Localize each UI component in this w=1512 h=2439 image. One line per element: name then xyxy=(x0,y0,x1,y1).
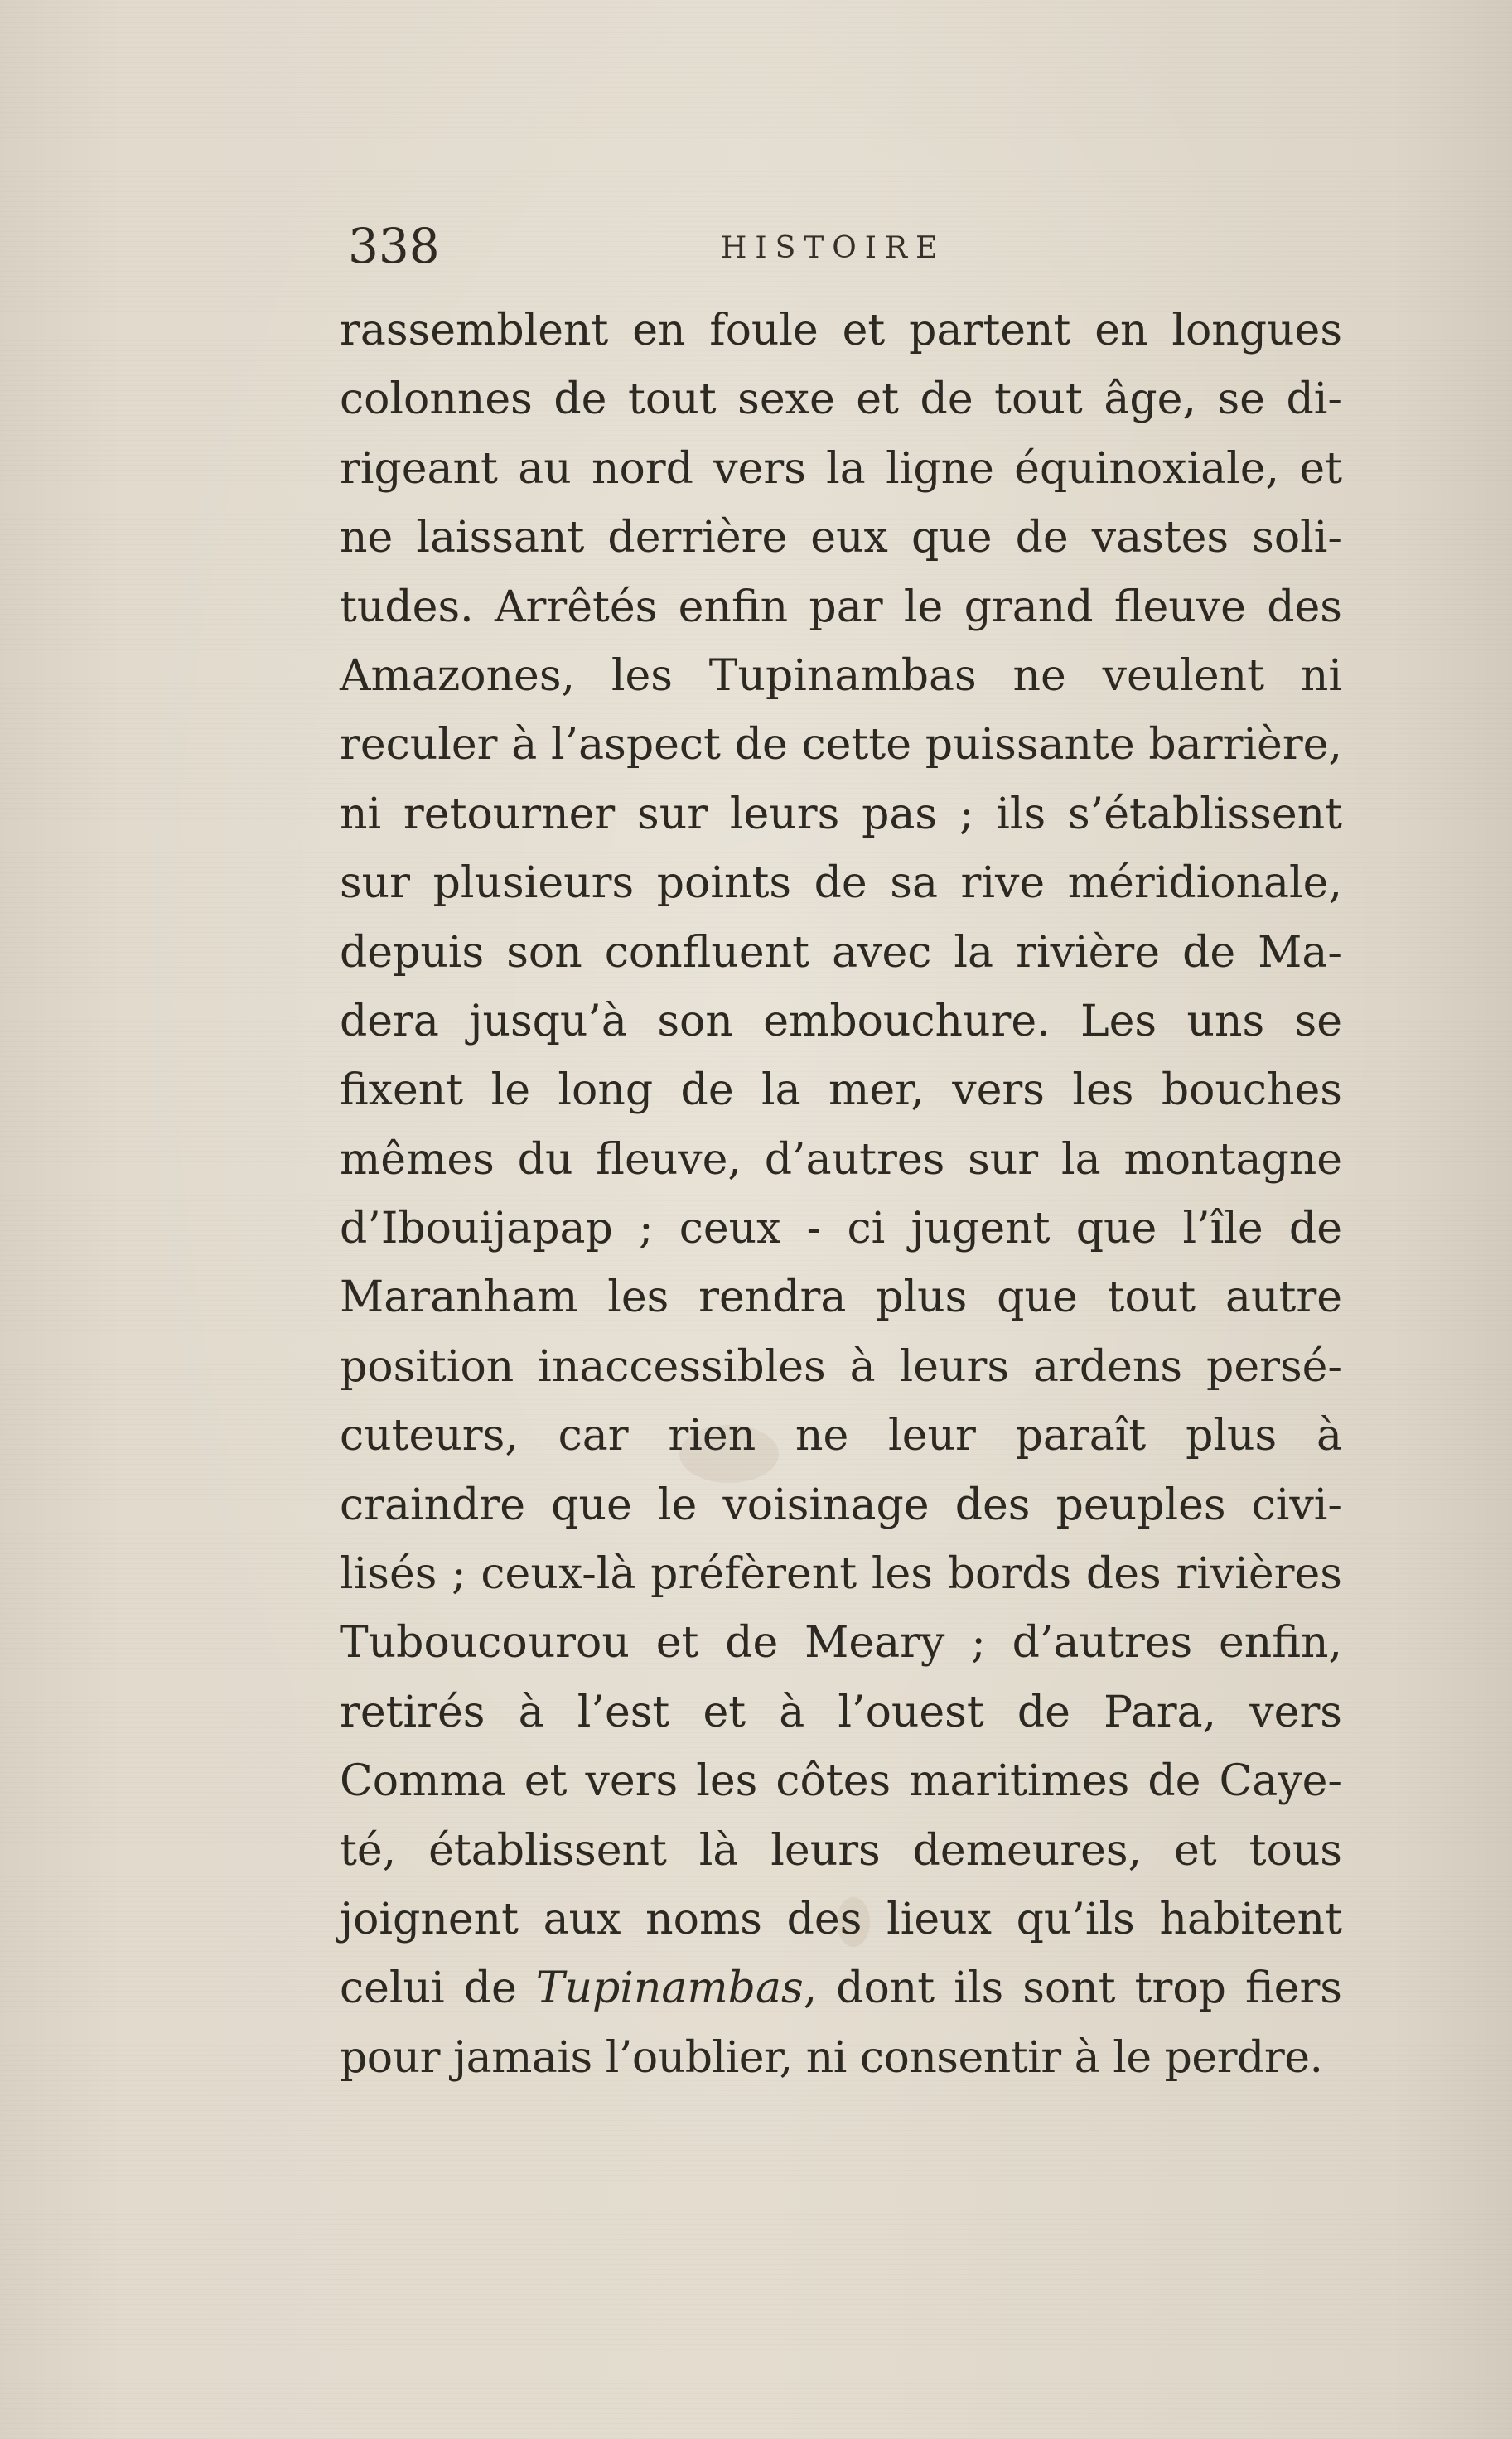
text-line: Comma et vers les côtes maritimes de Caye- xyxy=(340,1756,1342,1807)
text-line: position inaccessibles à leurs ardens persé- xyxy=(340,1341,1342,1392)
text-line: ne laissant derrière eux que de vastes soli- xyxy=(340,513,1342,563)
text-line: ni retourner sur leurs pas ; ils s’établissent xyxy=(340,789,1342,839)
text-line: rigeant au nord vers la ligne équinoxiale, et xyxy=(340,443,1342,494)
text-line: rassemblent en foule et partent en longues xyxy=(340,306,1342,355)
text-line: té, établissent là leurs demeures, et tous xyxy=(340,1825,1342,1876)
text-line: tudes. Arrêtés enfin par le grand fleuve des xyxy=(340,582,1342,632)
text-segment: , dont ils sont trop fiers xyxy=(803,1963,1342,2014)
text-line: depuis son confluent avec la rivière de Ma- xyxy=(340,927,1342,978)
text-segment: celui de xyxy=(340,1963,536,2014)
page-header xyxy=(348,217,1342,275)
text-line: retirés à l’est et à l’ouest de Para, vers xyxy=(340,1687,1342,1737)
text-line-last: pour jamais l’oublier, ni consentir à le perdre. xyxy=(340,2032,1323,2083)
text-line: colonnes de tout sexe et de tout âge, se di- xyxy=(340,374,1342,425)
text-line: reculer à l’aspect de cette puissante barrière, xyxy=(340,720,1342,770)
text-line: lisés ; ceux-là préfèrent les bords des rivières xyxy=(340,1549,1342,1600)
text-line: joignent aux noms des lieux qu’ils habitent xyxy=(340,1894,1342,1944)
text-line: sur plusieurs points de sa rive méridionale, xyxy=(340,858,1342,909)
text-line: craindre que le voisinage des peuples civi- xyxy=(340,1480,1342,1530)
running-head: HISTOIRE xyxy=(721,231,946,265)
text-line: Tuboucourou et de Meary ; d’autres enfin, xyxy=(340,1618,1342,1669)
text-line: Amazones, les Tupinambas ne veulent ni xyxy=(340,650,1342,701)
text-line: fixent le long de la mer, vers les bouches xyxy=(340,1065,1342,1116)
text-line: Maranham les rendra plus que tout autre xyxy=(340,1273,1342,1323)
italic-term: Tupinambas xyxy=(535,1963,804,2014)
body-text xyxy=(340,297,1342,2093)
page-number: 338 xyxy=(348,218,440,274)
text-line: mêmes du fleuve, d’autres sur la montagne xyxy=(340,1134,1342,1185)
text-line-with-italic xyxy=(340,1954,1342,2023)
text-line: cuteurs, car rien ne leur paraît plus à xyxy=(340,1411,1342,1461)
text-line: dera jusqu’à son embouchure. Les uns se xyxy=(340,996,1342,1046)
text-line: d’Ibouijapap ; ceux - ci jugent que l’île de xyxy=(340,1204,1342,1254)
